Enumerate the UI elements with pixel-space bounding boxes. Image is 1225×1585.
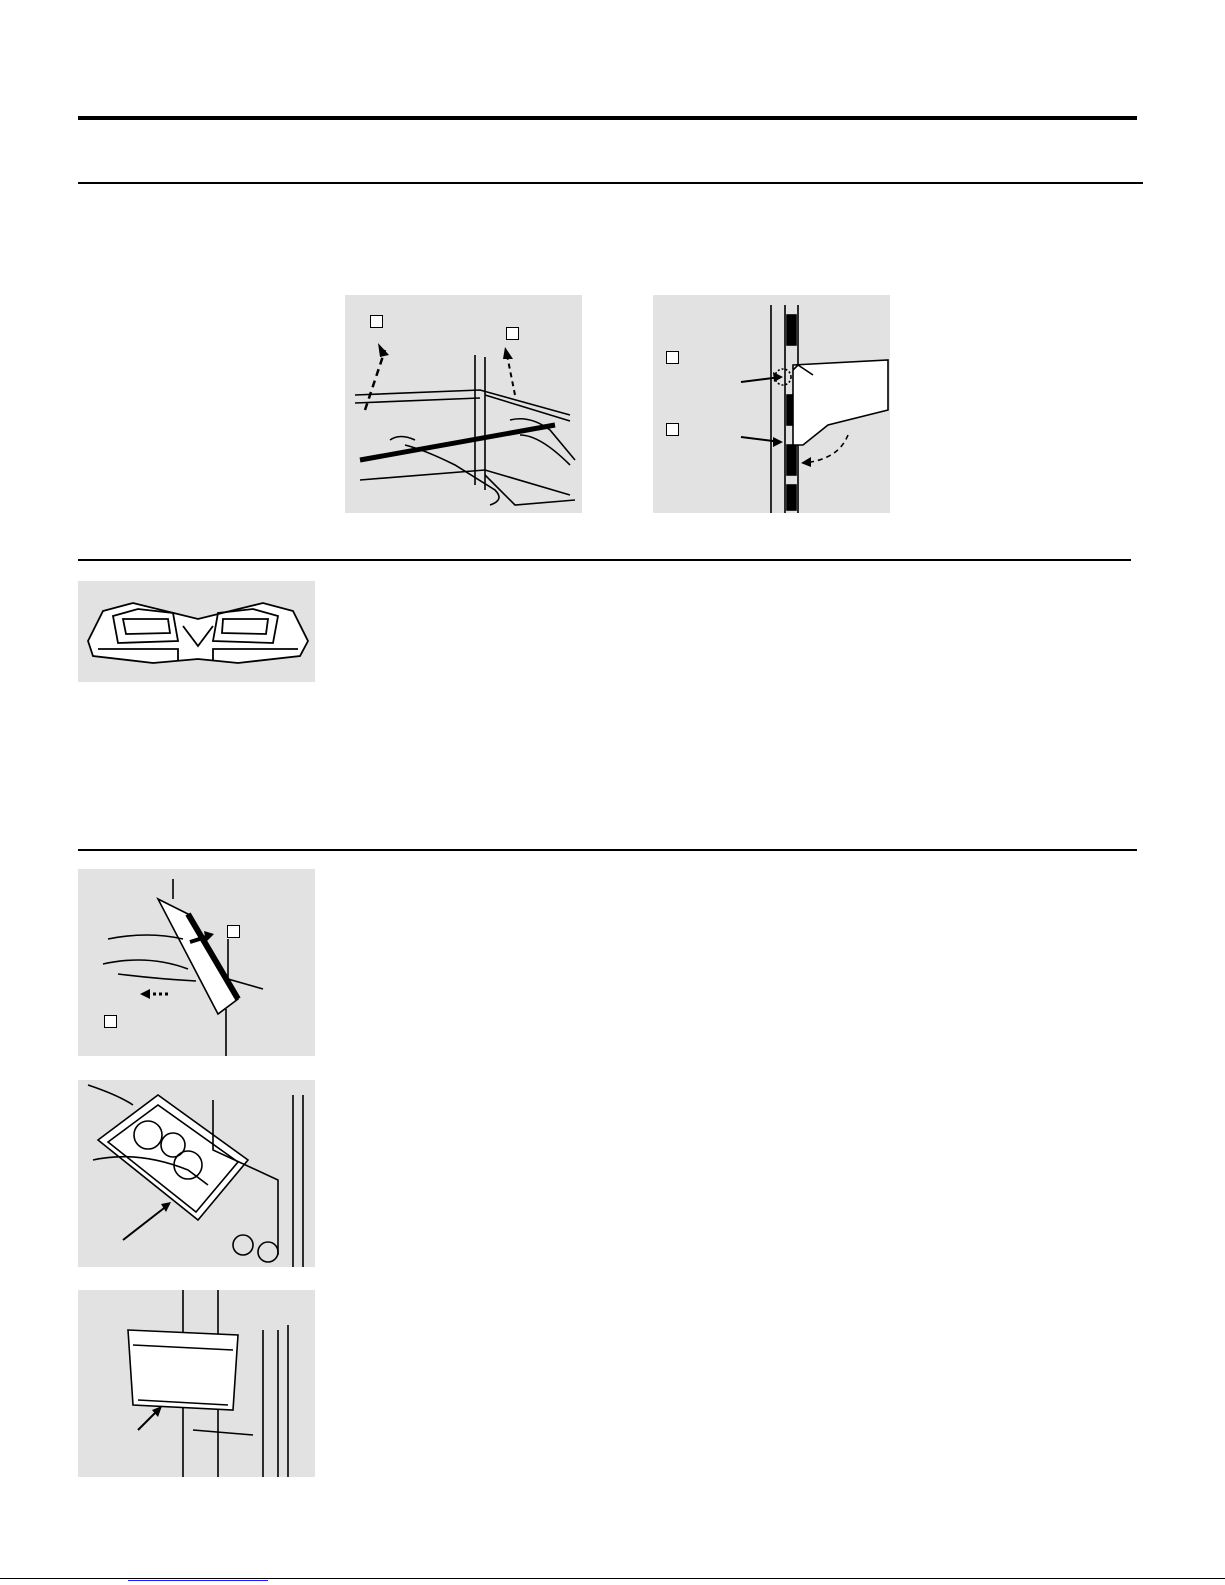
- door-bin-removal-illustration: [78, 869, 315, 1056]
- door-bin-lift-illustration: [78, 1290, 315, 1477]
- meat-drawer-illustration: [78, 1080, 315, 1267]
- shelf-lift-illustration: [345, 295, 582, 513]
- callout-box-2: [506, 327, 519, 340]
- section-rule-1: [78, 559, 1131, 561]
- door-bin-lift-drawing: [78, 1290, 315, 1477]
- ice-tray-illustration: [78, 581, 315, 682]
- section-rule-2: [78, 849, 1137, 851]
- ice-tray-drawing: [78, 581, 315, 682]
- header-rule-thin: [78, 182, 1143, 184]
- footer-rule: [0, 1578, 1225, 1579]
- shelf-bracket-illustration: [653, 295, 890, 513]
- callout-box-1: [666, 351, 679, 364]
- shelf-bracket-drawing: [653, 295, 890, 513]
- callout-box-1: [370, 315, 383, 328]
- callout-box-2: [104, 1015, 117, 1028]
- footer-link-underline[interactable]: [128, 1580, 268, 1581]
- callout-box-1: [227, 925, 240, 938]
- meat-drawer-drawing: [78, 1080, 315, 1267]
- callout-box-2: [666, 423, 679, 436]
- header-rule-thick: [78, 116, 1137, 120]
